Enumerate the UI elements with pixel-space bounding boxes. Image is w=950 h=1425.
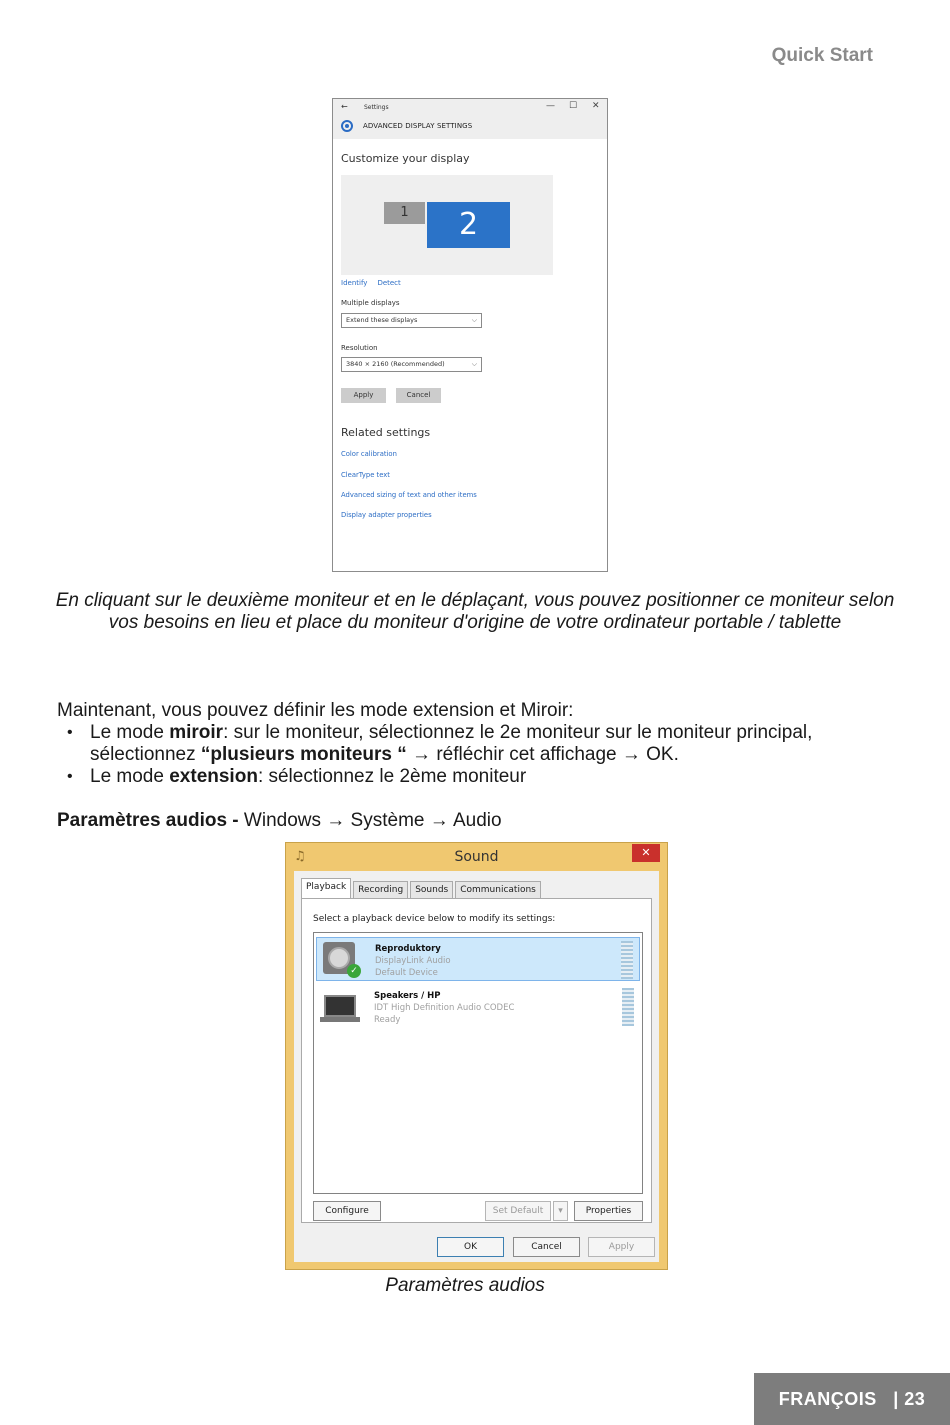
settings-window xyxy=(332,98,608,572)
close-icon[interactable]: ✕ xyxy=(632,844,660,862)
maximize-icon[interactable]: ☐ xyxy=(569,101,578,111)
audio-caption: Paramètres audios xyxy=(385,1275,545,1296)
display-adapter-link[interactable]: Display adapter properties xyxy=(341,511,432,519)
mirror-pre: Le mode xyxy=(90,722,170,743)
monitor-2-tile[interactable]: 2 xyxy=(427,202,510,248)
device-status: Default Device xyxy=(375,968,438,978)
apply-button[interactable]: Apply xyxy=(588,1237,655,1257)
multiple-displays-select[interactable] xyxy=(341,313,482,328)
footer-text: FRANÇOIS | 23 xyxy=(778,1389,926,1409)
laptop-speaker-icon xyxy=(322,989,356,1023)
page-header-title: Quick Start xyxy=(771,45,873,66)
device-status: Ready xyxy=(374,1015,401,1025)
configure-button[interactable]: Configure xyxy=(313,1201,381,1221)
sound-title: Sound xyxy=(454,849,499,865)
settings-titlebar xyxy=(333,99,607,117)
display-links xyxy=(341,279,401,287)
extension-pre: Le mode xyxy=(90,766,170,787)
tab-recording[interactable]: Recording xyxy=(353,881,408,898)
set-default-dropdown[interactable]: ▾ xyxy=(553,1201,568,1221)
speaker-device-icon xyxy=(323,942,357,976)
mode-list xyxy=(57,722,897,788)
device-driver: DisplayLink Audio xyxy=(375,956,451,966)
device-text xyxy=(374,990,514,1026)
tab-communications[interactable]: Communications xyxy=(455,881,541,898)
set-default-button[interactable]: Set Default xyxy=(485,1201,551,1221)
settings-header-area xyxy=(333,99,607,139)
list-item[interactable] xyxy=(316,937,640,981)
tab-sounds[interactable]: Sounds xyxy=(410,881,453,898)
close-icon[interactable]: ✕ xyxy=(592,101,600,111)
volume-level-meter xyxy=(621,941,633,979)
identify-link[interactable]: Identify xyxy=(341,279,368,287)
settings-page-header xyxy=(341,120,472,132)
mirror-mid: : sur le moniteur, sélectionnez le 2e moniteur sur le moniteur principal, sélectionnez xyxy=(90,722,813,765)
mirror-bold: miroir xyxy=(169,722,224,743)
list-item[interactable] xyxy=(316,985,640,1029)
sound-tabs xyxy=(301,878,543,898)
default-check-icon: ✓ xyxy=(347,964,361,978)
cancel-button[interactable]: Cancel xyxy=(513,1237,580,1257)
gear-icon xyxy=(341,120,353,132)
sound-window xyxy=(285,842,668,1270)
multiple-displays-label: Multiple displays xyxy=(341,299,400,307)
body-intro: Maintenant, vous pouvez définir les mode extension et Miroir: xyxy=(57,700,574,721)
page-footer xyxy=(754,1373,950,1425)
settings-title: Settings xyxy=(364,104,389,111)
playback-device-list[interactable] xyxy=(313,932,643,1194)
properties-button[interactable]: Properties xyxy=(574,1201,643,1221)
minimize-icon[interactable]: — xyxy=(546,101,555,111)
multiple-displays-value: Extend these displays xyxy=(346,316,418,324)
playback-instruction: Select a playback device below to modify its settings: xyxy=(313,914,556,924)
volume-level-meter xyxy=(622,988,634,1026)
back-arrow-icon[interactable]: ← xyxy=(341,102,348,111)
audio-settings-path: Windows → Système → Audio xyxy=(243,810,502,831)
extension-mode-item xyxy=(57,766,897,788)
device-text xyxy=(375,943,451,979)
chevron-down-icon: ⌵ xyxy=(471,316,477,324)
settings-page-title: ADVANCED DISPLAY SETTINGS xyxy=(363,122,473,130)
extension-bold: extension xyxy=(169,766,258,787)
chevron-down-icon: ⌵ xyxy=(471,360,477,368)
display-arrangement-canvas[interactable] xyxy=(341,175,553,275)
settings-caption: En cliquant sur le deuxième moniteur et en le déplaçant, vous pouvez positionner ce moniteur selon vos besoins en lieu et place du moniteur d'origine de votre ordinateur portable / tablette xyxy=(55,590,895,633)
sound-dialog-body xyxy=(294,871,659,1262)
advanced-sizing-link[interactable]: Advanced sizing of text and other items xyxy=(341,491,477,499)
mirror-mode-item xyxy=(57,722,897,766)
tab-playback[interactable]: Playback xyxy=(301,878,351,898)
color-calibration-link[interactable]: Color calibration xyxy=(341,450,397,458)
device-name: Reproduktory xyxy=(375,944,441,954)
playback-panel xyxy=(301,898,652,1223)
audio-settings-label: Paramètres audios - xyxy=(57,810,244,831)
related-settings-heading: Related settings xyxy=(341,426,431,439)
apply-button[interactable]: Apply xyxy=(341,388,386,403)
resolution-label: Resolution xyxy=(341,344,378,352)
multiple-monitors-bold: “plusieurs moniteurs “ xyxy=(200,744,407,765)
cleartype-text-link[interactable]: ClearType text xyxy=(341,471,390,479)
device-name: Speakers / HP xyxy=(374,991,441,1001)
speaker-icon: ♫ xyxy=(294,849,306,864)
cancel-button[interactable]: Cancel xyxy=(396,388,441,403)
device-driver: IDT High Definition Audio CODEC xyxy=(374,1003,515,1013)
extension-post: : sélectionnez le 2ème moniteur xyxy=(257,766,527,787)
ok-button[interactable]: OK xyxy=(437,1237,504,1257)
customize-heading: Customize your display xyxy=(341,152,470,165)
mirror-post: → réfléchir cet affichage → OK. xyxy=(406,744,679,765)
resolution-select[interactable] xyxy=(341,357,482,372)
detect-link[interactable]: Detect xyxy=(377,279,401,287)
resolution-value: 3840 × 2160 (Recommended) xyxy=(346,360,445,368)
body-text xyxy=(57,700,897,788)
audio-settings-line xyxy=(57,810,502,832)
monitor-1-tile[interactable]: 1 xyxy=(384,202,425,224)
sound-titlebar xyxy=(286,843,667,871)
